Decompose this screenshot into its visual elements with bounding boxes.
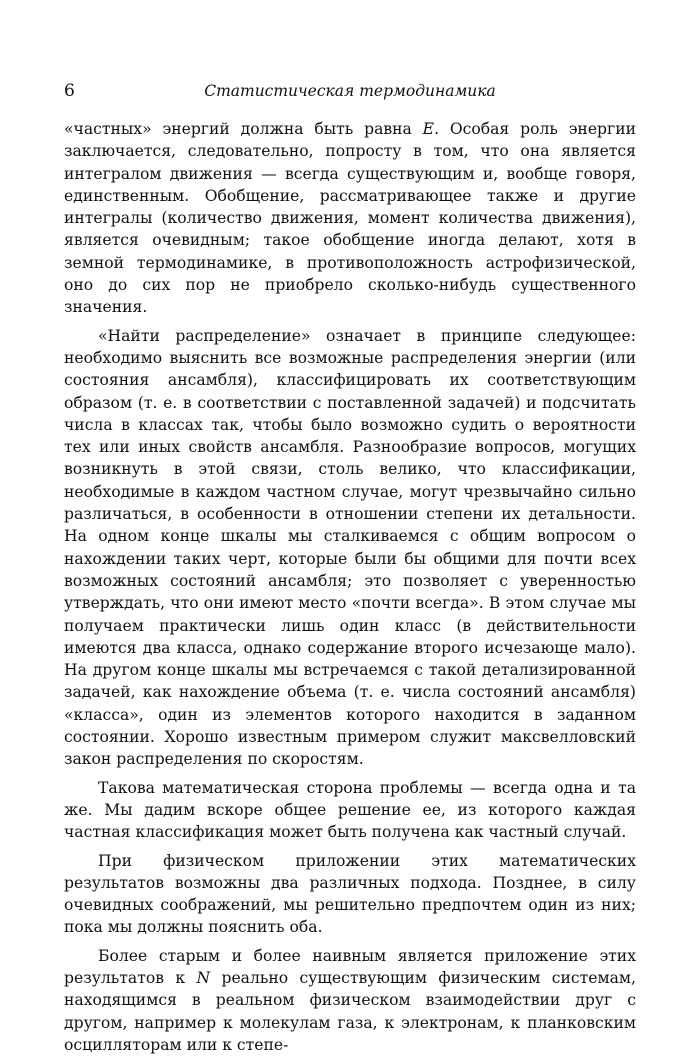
paragraph-1-text-after: . Особая роль энергии заключается, следовательно, попросту в том, что она является интегралом движения — всегда существующим и, вообще говоря, единственным. Обобщение, рассматривающее также и другие интегралы (количество движения, момент количества движения), является очевидным; такое обобщение иногда делают, хотя в земной термодинамике, в противоположность астрофизической, оно до сих пор не приобрело сколько-нибудь существенного значения. (64, 120, 636, 317)
energy-symbol: E (422, 120, 435, 138)
paragraph-1 (64, 118, 636, 319)
paragraph-2: «Найти распределение» означает в принципе следующее: необходимо выяснить все возможные распределения энергии (или состояния ансамбля), классифицировать их соответствующим образом (т. е. в соответствии с поставленной задачей) и подсчитать числа в классах так, чтобы было возможно судить о вероятности тех или иных свойств ансамбля. Разнообразие вопросов, могущих возникнуть в этой связи, столь велико, что классификации, необходимые в каждом частном случае, могут чрезвычайно сильно различаться, в особенности в отношении степени их детальности. На одном конце шкалы мы сталкиваемся с общим вопросом о нахождении таких черт, которые были бы общими для почти всех возможных состояний ансамбля; это позволяет с уверенностью утверждать, что они имеют место «почти всегда». В этом случае мы получаем практически лишь один класс (в действительности имеются два класса, однако содержание второго исчезающе мало). На другом конце шкалы мы встречаемся с такой детализированной задачей, как нахождение объема (т. е. числа состояний ансамбля) «класса», один из элементов которого находится в заданном состоянии. Хорошо известным примером служит максвелловский закон распределения по скоростям. (64, 326, 636, 769)
paragraph-5-text-after: реально существующим физическим системам, находящимся в реальном физическом взаимодействии друг с другом, например к молекулам газа, к электронам, к планковским осцилляторам или к степе- (64, 968, 636, 1054)
n-symbol: N (196, 968, 211, 987)
running-head (64, 80, 636, 102)
running-head-title: Статистическая термодинамика (204, 82, 496, 100)
paragraph-3: Такова математическая сторона проблемы — всегда одна и та же. Мы дадим вскоре общее решение ее, из которого каждая частная классификация может быть получена как частный случай. (64, 778, 636, 842)
page-number: 6 (64, 81, 75, 101)
body-text (64, 118, 636, 1062)
paragraph-1-text-before: «частных» энергий должна быть равна (64, 120, 423, 138)
paragraph-4: При физическом приложении этих математических результатов возможны два различных подхода. Позднее, в силу очевидных соображений, мы решительно предпочтем один из них; пока мы должны пояснить оба. (64, 851, 636, 937)
paragraph-5 (64, 945, 636, 1056)
paragraph-5-text-before: Более старым и более наивным является приложение этих результатов к (64, 946, 636, 987)
